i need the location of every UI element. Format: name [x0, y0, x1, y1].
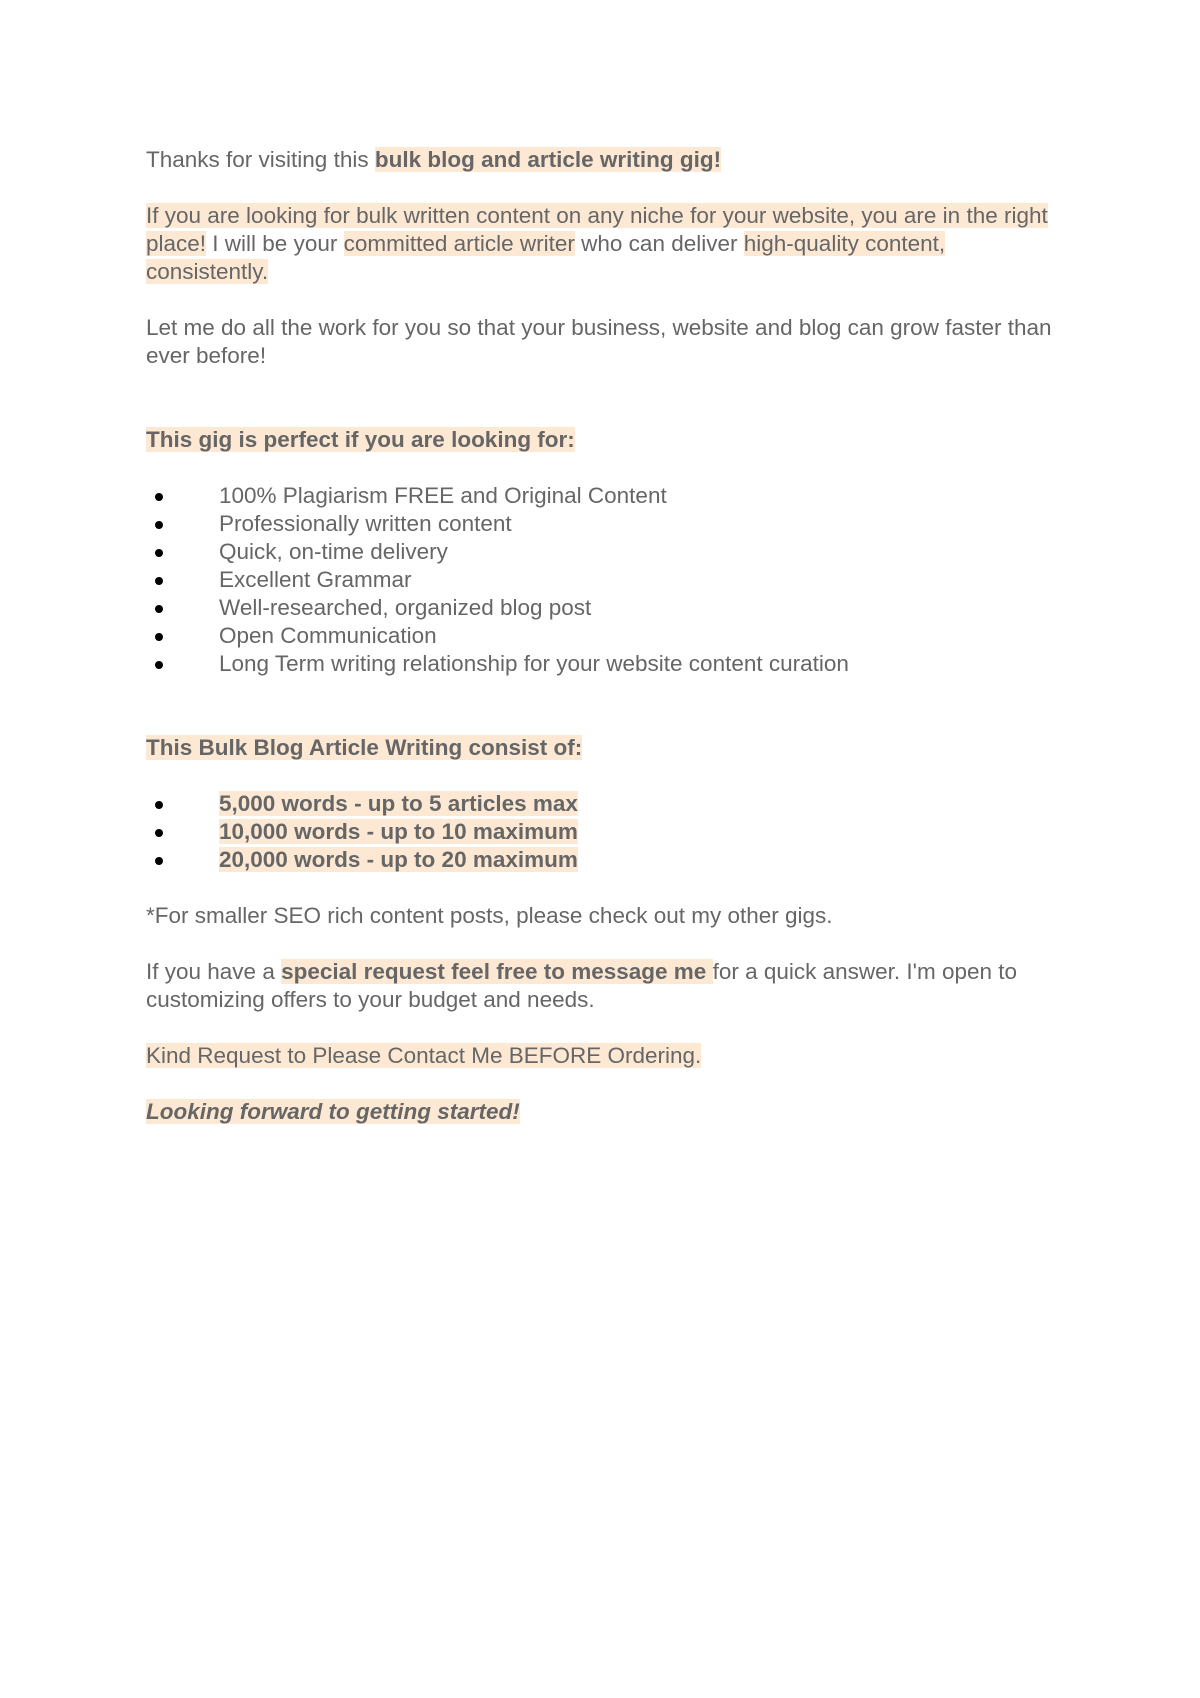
- list-item: [146, 846, 1066, 874]
- consist-heading: [146, 734, 1066, 762]
- list-item-text: Professionally written content: [219, 511, 512, 536]
- list-item-text: 100% Plagiarism FREE and Original Content: [219, 483, 667, 508]
- package-item-text: 20,000 words - up to 20 maximum: [219, 847, 578, 872]
- bullet-icon: [155, 521, 163, 529]
- intro-text: Thanks for visiting this: [146, 147, 375, 172]
- consist-heading-text: This Bulk Blog Article Writing consist of:: [146, 735, 583, 760]
- request-text-start: If you have a: [146, 959, 282, 984]
- niche-text-plain: I will be your: [206, 231, 344, 256]
- bullet-icon: [155, 801, 163, 809]
- bullet-icon: [155, 577, 163, 585]
- list-item: [146, 594, 1066, 622]
- list-item: [146, 790, 1066, 818]
- request-paragraph: [146, 958, 1066, 1014]
- bullet-icon: [155, 605, 163, 613]
- list-item: [146, 510, 1066, 538]
- package-list: [146, 790, 1066, 874]
- bullet-icon: [155, 829, 163, 837]
- high-quality-highlight: high-quality content, consistently.: [146, 231, 946, 284]
- closing-paragraph: [146, 1098, 1066, 1126]
- spacer: [146, 398, 1066, 426]
- list-item: [146, 650, 1066, 678]
- list-item: [146, 566, 1066, 594]
- bullet-icon: [155, 633, 163, 641]
- perfect-list: [146, 482, 1066, 678]
- perfect-heading: [146, 426, 1066, 454]
- bullet-icon: [155, 493, 163, 501]
- seo-note: *For smaller SEO rich content posts, please check out my other gigs.: [146, 903, 833, 928]
- package-item-text: 10,000 words - up to 10 maximum: [219, 819, 578, 844]
- deliver-text: who can deliver: [574, 231, 744, 256]
- list-item-text: Excellent Grammar: [219, 567, 412, 592]
- intro-paragraph: [146, 146, 1066, 174]
- list-item: [146, 538, 1066, 566]
- request-text-end: for a quick answer. I'm open to customizing offers to your budget and needs.: [146, 959, 1018, 1012]
- bullet-icon: [155, 549, 163, 557]
- list-item-text: Well-researched, organized blog post: [219, 595, 592, 620]
- list-item: [146, 818, 1066, 846]
- perfect-heading-text: This gig is perfect if you are looking for:: [146, 427, 575, 452]
- work-paragraph: Let me do all the work for you so that your business, website and blog can grow faster than ever before!: [146, 315, 1052, 368]
- list-item-text: Open Communication: [219, 623, 437, 648]
- document-body: [146, 146, 1066, 1154]
- committed-writer-highlight: committed article writer: [343, 231, 575, 256]
- niche-paragraph: [146, 202, 1066, 286]
- list-item: [146, 622, 1066, 650]
- intro-highlight: bulk blog and article writing gig!: [374, 147, 722, 172]
- spacer: [146, 706, 1066, 734]
- kind-request-text: Kind Request to Please Contact Me BEFORE Ordering.: [146, 1043, 702, 1068]
- niche-text-highlight: If you are looking for bulk written content on any niche for your website, you are in the right place!: [146, 203, 1048, 256]
- bullet-icon: [155, 661, 163, 669]
- message-me-highlight: special request feel free to message me: [281, 959, 713, 984]
- package-item-text: 5,000 words - up to 5 articles max: [219, 791, 578, 816]
- list-item-text: Quick, on-time delivery: [219, 539, 448, 564]
- list-item: [146, 482, 1066, 510]
- list-item-text: Long Term writing relationship for your website content curation: [219, 651, 849, 676]
- kind-request-paragraph: [146, 1042, 1066, 1070]
- closing-text: Looking forward to getting started!: [146, 1099, 520, 1124]
- bullet-icon: [155, 857, 163, 865]
